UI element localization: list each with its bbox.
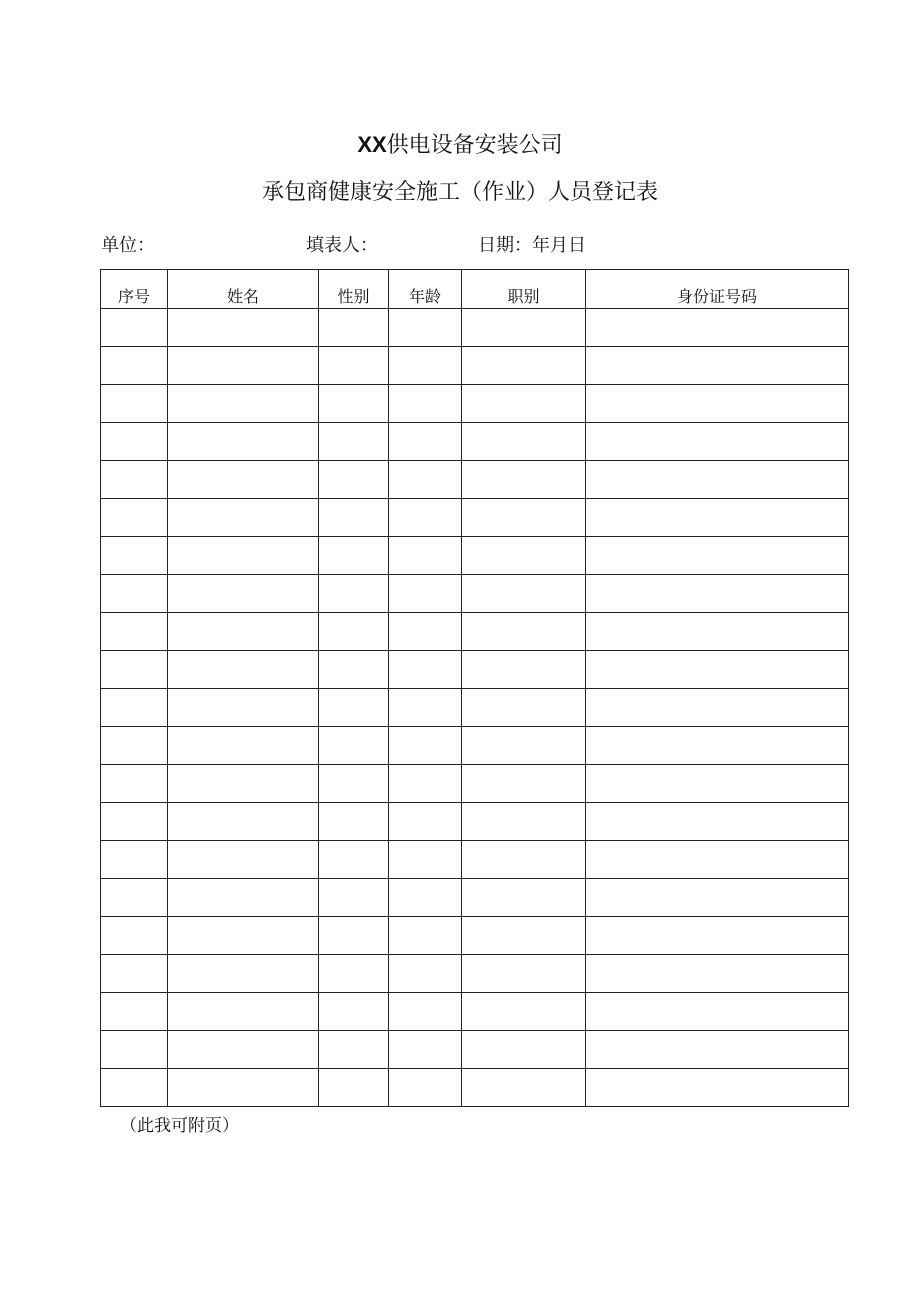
cell-name[interactable] bbox=[168, 803, 319, 841]
cell-id-number[interactable] bbox=[586, 347, 849, 385]
table-row bbox=[101, 423, 849, 461]
cell-position[interactable] bbox=[462, 993, 586, 1031]
cell-position[interactable] bbox=[462, 385, 586, 423]
cell-serial-number[interactable] bbox=[101, 613, 168, 651]
cell-position[interactable] bbox=[462, 423, 586, 461]
cell-position[interactable] bbox=[462, 727, 586, 765]
cell-name[interactable] bbox=[168, 689, 319, 727]
cell-serial-number[interactable] bbox=[101, 765, 168, 803]
cell-id-number[interactable] bbox=[586, 385, 849, 423]
cell-name[interactable] bbox=[168, 879, 319, 917]
cell-gender[interactable] bbox=[319, 575, 389, 613]
table-row bbox=[101, 385, 849, 423]
cell-serial-number[interactable] bbox=[101, 727, 168, 765]
table-row bbox=[101, 727, 849, 765]
cell-position[interactable] bbox=[462, 841, 586, 879]
filler-label: 填表人： bbox=[306, 235, 378, 256]
cell-age[interactable] bbox=[389, 309, 462, 347]
cell-serial-number[interactable] bbox=[101, 575, 168, 613]
cell-id-number[interactable] bbox=[586, 613, 849, 651]
cell-gender[interactable] bbox=[319, 955, 389, 993]
cell-id-number[interactable] bbox=[586, 879, 849, 917]
table-row bbox=[101, 841, 849, 879]
cell-gender[interactable] bbox=[319, 993, 389, 1031]
cell-serial-number[interactable] bbox=[101, 879, 168, 917]
header-serial-number: 序号 bbox=[101, 270, 168, 309]
cell-gender[interactable] bbox=[319, 423, 389, 461]
cell-gender[interactable] bbox=[319, 385, 389, 423]
cell-gender[interactable] bbox=[319, 1031, 389, 1069]
table-row bbox=[101, 651, 849, 689]
footnote: （此我可附页） bbox=[120, 1116, 239, 1136]
cell-id-number[interactable] bbox=[586, 917, 849, 955]
cell-id-number[interactable] bbox=[586, 955, 849, 993]
cell-serial-number[interactable] bbox=[101, 651, 168, 689]
cell-gender[interactable] bbox=[319, 613, 389, 651]
cell-id-number[interactable] bbox=[586, 1069, 849, 1107]
cell-serial-number[interactable] bbox=[101, 385, 168, 423]
cell-age[interactable] bbox=[389, 423, 462, 461]
form-title: 承包商健康安全施工（作业）人员登记表 bbox=[261, 180, 658, 205]
date-label: 日期：年月日 bbox=[478, 235, 586, 256]
cell-age[interactable] bbox=[389, 993, 462, 1031]
company-title bbox=[0, 130, 920, 161]
cell-serial-number[interactable] bbox=[101, 1031, 168, 1069]
cell-age[interactable] bbox=[389, 803, 462, 841]
cell-name[interactable] bbox=[168, 1031, 319, 1069]
cell-name[interactable] bbox=[168, 423, 319, 461]
cell-position[interactable] bbox=[462, 347, 586, 385]
cell-age[interactable] bbox=[389, 955, 462, 993]
cell-gender[interactable] bbox=[319, 651, 389, 689]
cell-position[interactable] bbox=[462, 461, 586, 499]
cell-id-number[interactable] bbox=[586, 499, 849, 537]
cell-position[interactable] bbox=[462, 575, 586, 613]
cell-name[interactable] bbox=[168, 841, 319, 879]
cell-gender[interactable] bbox=[319, 765, 389, 803]
cell-position[interactable] bbox=[462, 537, 586, 575]
cell-gender[interactable] bbox=[319, 803, 389, 841]
cell-position[interactable] bbox=[462, 765, 586, 803]
cell-gender[interactable] bbox=[319, 879, 389, 917]
table-row bbox=[101, 1069, 849, 1107]
cell-age[interactable] bbox=[389, 385, 462, 423]
company-name: 供电设备安装公司 bbox=[386, 133, 563, 158]
cell-name[interactable] bbox=[168, 955, 319, 993]
cell-name[interactable] bbox=[168, 347, 319, 385]
cell-serial-number[interactable] bbox=[101, 689, 168, 727]
header-name: 姓名 bbox=[168, 270, 319, 309]
cell-position[interactable] bbox=[462, 1069, 586, 1107]
cell-serial-number[interactable] bbox=[101, 499, 168, 537]
cell-serial-number[interactable] bbox=[101, 841, 168, 879]
cell-gender[interactable] bbox=[319, 841, 389, 879]
table-row bbox=[101, 499, 849, 537]
header-id-number: 身份证号码 bbox=[586, 270, 849, 309]
table-row bbox=[101, 765, 849, 803]
cell-position[interactable] bbox=[462, 689, 586, 727]
cell-gender[interactable] bbox=[319, 347, 389, 385]
cell-age[interactable] bbox=[389, 537, 462, 575]
cell-id-number[interactable] bbox=[586, 537, 849, 575]
cell-age[interactable] bbox=[389, 499, 462, 537]
cell-serial-number[interactable] bbox=[101, 803, 168, 841]
table-row bbox=[101, 993, 849, 1031]
cell-name[interactable] bbox=[168, 917, 319, 955]
cell-serial-number[interactable] bbox=[101, 917, 168, 955]
cell-position[interactable] bbox=[462, 613, 586, 651]
table-row bbox=[101, 1031, 849, 1069]
cell-id-number[interactable] bbox=[586, 461, 849, 499]
cell-serial-number[interactable] bbox=[101, 955, 168, 993]
cell-position[interactable] bbox=[462, 955, 586, 993]
cell-name[interactable] bbox=[168, 461, 319, 499]
cell-id-number[interactable] bbox=[586, 841, 849, 879]
cell-age[interactable] bbox=[389, 765, 462, 803]
cell-name[interactable] bbox=[168, 537, 319, 575]
cell-serial-number[interactable] bbox=[101, 309, 168, 347]
registration-table bbox=[100, 269, 849, 1107]
cell-name[interactable] bbox=[168, 309, 319, 347]
unit-label: 单位： bbox=[101, 235, 155, 256]
cell-position[interactable] bbox=[462, 1031, 586, 1069]
cell-id-number[interactable] bbox=[586, 727, 849, 765]
cell-serial-number[interactable] bbox=[101, 537, 168, 575]
cell-gender[interactable] bbox=[319, 1069, 389, 1107]
cell-name[interactable] bbox=[168, 765, 319, 803]
cell-name[interactable] bbox=[168, 993, 319, 1031]
table-header-row bbox=[101, 270, 849, 309]
cell-id-number[interactable] bbox=[586, 309, 849, 347]
cell-serial-number[interactable] bbox=[101, 1069, 168, 1107]
cell-age[interactable] bbox=[389, 917, 462, 955]
table-row bbox=[101, 689, 849, 727]
cell-gender[interactable] bbox=[319, 689, 389, 727]
cell-age[interactable] bbox=[389, 727, 462, 765]
cell-age[interactable] bbox=[389, 841, 462, 879]
cell-position[interactable] bbox=[462, 879, 586, 917]
table-row bbox=[101, 309, 849, 347]
table-row bbox=[101, 955, 849, 993]
cell-name[interactable] bbox=[168, 575, 319, 613]
header-age: 年龄 bbox=[389, 270, 462, 309]
table-body bbox=[101, 309, 849, 1107]
cell-serial-number[interactable] bbox=[101, 423, 168, 461]
cell-name[interactable] bbox=[168, 499, 319, 537]
cell-id-number[interactable] bbox=[586, 651, 849, 689]
cell-gender[interactable] bbox=[319, 917, 389, 955]
table-row bbox=[101, 461, 849, 499]
cell-position[interactable] bbox=[462, 803, 586, 841]
cell-position[interactable] bbox=[462, 499, 586, 537]
header-gender: 性别 bbox=[319, 270, 389, 309]
cell-age[interactable] bbox=[389, 651, 462, 689]
cell-age[interactable] bbox=[389, 879, 462, 917]
table-row bbox=[101, 917, 849, 955]
cell-position[interactable] bbox=[462, 917, 586, 955]
header-position: 职别 bbox=[462, 270, 586, 309]
cell-id-number[interactable] bbox=[586, 423, 849, 461]
table-row bbox=[101, 803, 849, 841]
cell-gender[interactable] bbox=[319, 309, 389, 347]
cell-age[interactable] bbox=[389, 1069, 462, 1107]
cell-id-number[interactable] bbox=[586, 803, 849, 841]
cell-name[interactable] bbox=[168, 651, 319, 689]
cell-age[interactable] bbox=[389, 575, 462, 613]
table-row bbox=[101, 879, 849, 917]
cell-name[interactable] bbox=[168, 613, 319, 651]
cell-serial-number[interactable] bbox=[101, 461, 168, 499]
table-row bbox=[101, 613, 849, 651]
company-prefix: XX bbox=[357, 132, 387, 157]
cell-serial-number[interactable] bbox=[101, 993, 168, 1031]
cell-gender[interactable] bbox=[319, 499, 389, 537]
table-row bbox=[101, 537, 849, 575]
cell-age[interactable] bbox=[389, 347, 462, 385]
cell-id-number[interactable] bbox=[586, 765, 849, 803]
cell-age[interactable] bbox=[389, 461, 462, 499]
cell-name[interactable] bbox=[168, 385, 319, 423]
cell-position[interactable] bbox=[462, 309, 586, 347]
cell-gender[interactable] bbox=[319, 727, 389, 765]
cell-age[interactable] bbox=[389, 689, 462, 727]
cell-name[interactable] bbox=[168, 727, 319, 765]
table-row bbox=[101, 575, 849, 613]
cell-gender[interactable] bbox=[319, 537, 389, 575]
cell-age[interactable] bbox=[389, 1031, 462, 1069]
cell-serial-number[interactable] bbox=[101, 347, 168, 385]
cell-id-number[interactable] bbox=[586, 689, 849, 727]
cell-age[interactable] bbox=[389, 613, 462, 651]
table-row bbox=[101, 347, 849, 385]
cell-id-number[interactable] bbox=[586, 1031, 849, 1069]
cell-name[interactable] bbox=[168, 1069, 319, 1107]
cell-id-number[interactable] bbox=[586, 993, 849, 1031]
cell-gender[interactable] bbox=[319, 461, 389, 499]
cell-id-number[interactable] bbox=[586, 575, 849, 613]
cell-position[interactable] bbox=[462, 651, 586, 689]
